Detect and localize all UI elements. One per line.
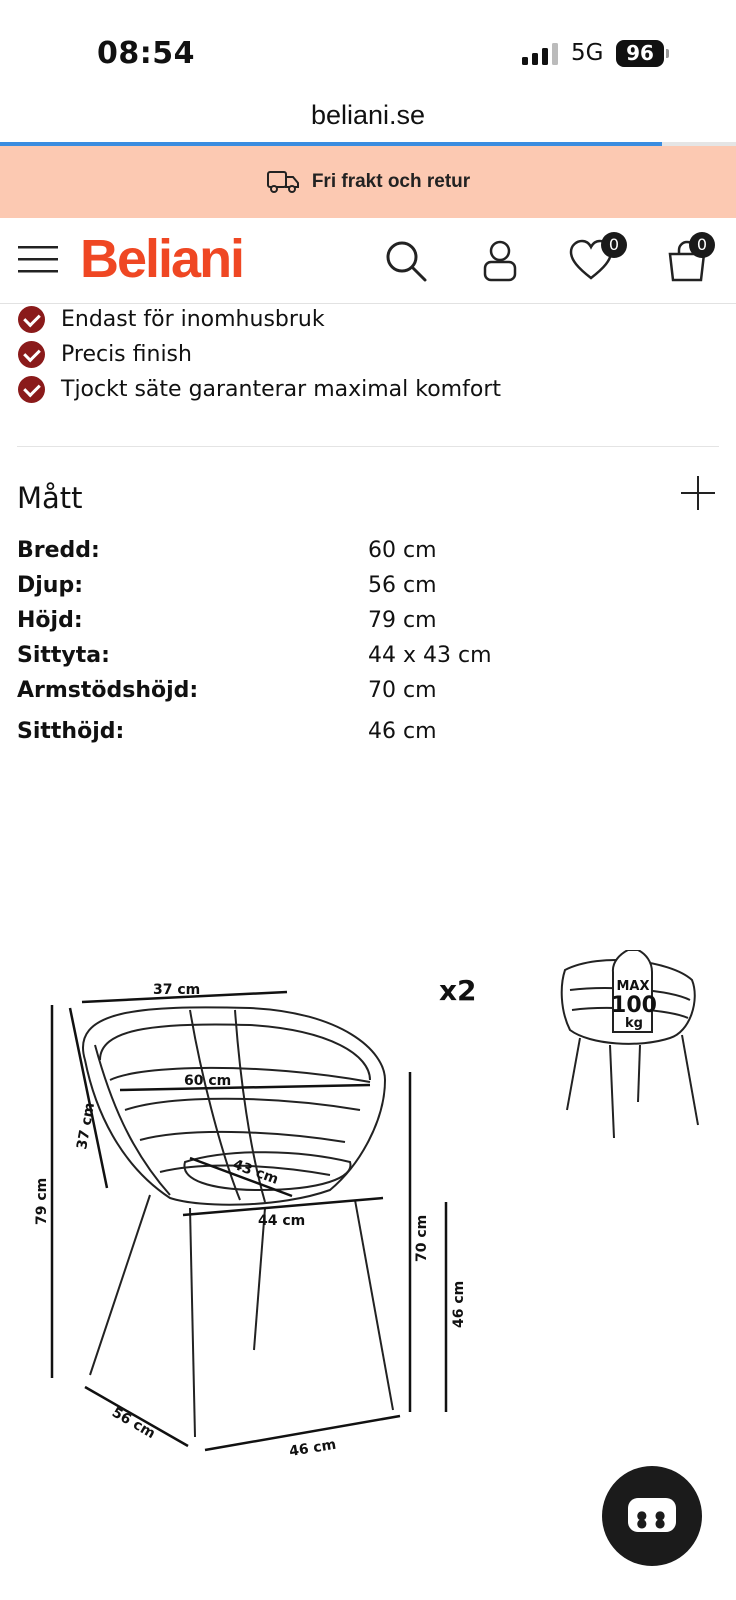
dimension-row: [17, 638, 717, 673]
dimension-label: Bredd:: [17, 538, 100, 563]
dim-label-total-height: 79 cm: [34, 1177, 50, 1225]
dim-label-base-width: 46 cm: [288, 1436, 338, 1460]
max-load-label: MAX: [616, 979, 650, 994]
dimension-row: [17, 533, 717, 568]
status-time: 08:54: [97, 36, 195, 71]
dimension-label: Djup:: [17, 573, 84, 598]
battery-nub: [666, 49, 669, 58]
dimension-value: 46 cm: [368, 718, 437, 744]
truck-icon: [266, 169, 300, 195]
chat-icon: ● ● ● ●: [628, 1498, 676, 1532]
feature-text: Tjockt säte garanterar maximal komfort: [61, 377, 501, 402]
chat-button[interactable]: [602, 1466, 702, 1566]
wishlist-count-badge: 0: [601, 232, 627, 258]
site-header: [0, 218, 736, 304]
dimension-label: Sittyta:: [17, 643, 110, 668]
chair-dimension-drawing: [0, 950, 736, 1490]
dim-label-seat-height: 46 cm: [451, 1280, 467, 1328]
network-type: 5G: [571, 40, 604, 66]
dimension-value: 79 cm: [368, 608, 437, 633]
feature-list: [18, 302, 501, 407]
dim-label-arm-height: 70 cm: [414, 1214, 430, 1262]
dimensions-table: [17, 533, 717, 754]
feature-text: Endast för inomhusbruk: [61, 307, 325, 332]
dim-label-base-depth: 56 cm: [109, 1404, 158, 1443]
battery-icon: 96: [616, 40, 664, 67]
dim-label-top-width: 37 cm: [153, 982, 201, 998]
dimension-value: 44 x 43 cm: [368, 643, 492, 668]
dimension-label: Armstödshöjd:: [17, 678, 199, 703]
dim-label-width: 60 cm: [184, 1073, 232, 1089]
dimension-row: [17, 568, 717, 603]
check-icon: [18, 376, 45, 403]
dimension-row: [17, 708, 717, 754]
signal-icon: [522, 43, 560, 65]
cart-count-badge: 0: [689, 232, 715, 258]
dimensions-title[interactable]: Mått: [17, 481, 83, 515]
dim-label-seat-width: 44 cm: [258, 1213, 306, 1229]
feature-text: Precis finish: [61, 342, 192, 367]
search-icon[interactable]: [383, 238, 429, 284]
feature-item: [18, 337, 501, 372]
status-bar: [0, 0, 736, 100]
promo-banner[interactable]: [0, 146, 736, 218]
dimension-value: 70 cm: [368, 678, 437, 703]
feature-item: [18, 372, 501, 407]
dimension-row: [17, 603, 717, 638]
check-icon: [18, 341, 45, 368]
dimension-row: [17, 673, 717, 708]
max-load-unit: kg: [625, 1016, 643, 1031]
section-divider: [17, 446, 719, 447]
dimension-label: Sitthöjd:: [17, 718, 125, 744]
check-icon: [18, 306, 45, 333]
account-icon[interactable]: [477, 238, 523, 284]
beliani-logo[interactable]: Beliani: [80, 229, 244, 289]
feature-item: [18, 302, 501, 337]
dimension-value: 60 cm: [368, 538, 437, 563]
promo-text: Fri frakt och retur: [311, 171, 471, 192]
dim-label-back-height: 37 cm: [74, 1101, 99, 1151]
expand-plus-icon[interactable]: [681, 476, 715, 510]
max-load-value: 100: [611, 993, 657, 1018]
dimension-value: 56 cm: [368, 573, 437, 598]
quantity-label: x2: [439, 974, 477, 1007]
address-bar[interactable]: beliani.se: [310, 100, 426, 130]
menu-icon[interactable]: [18, 242, 58, 276]
dimension-label: Höjd:: [17, 608, 83, 633]
dim-label-seat-depth: 43 cm: [230, 1156, 281, 1188]
